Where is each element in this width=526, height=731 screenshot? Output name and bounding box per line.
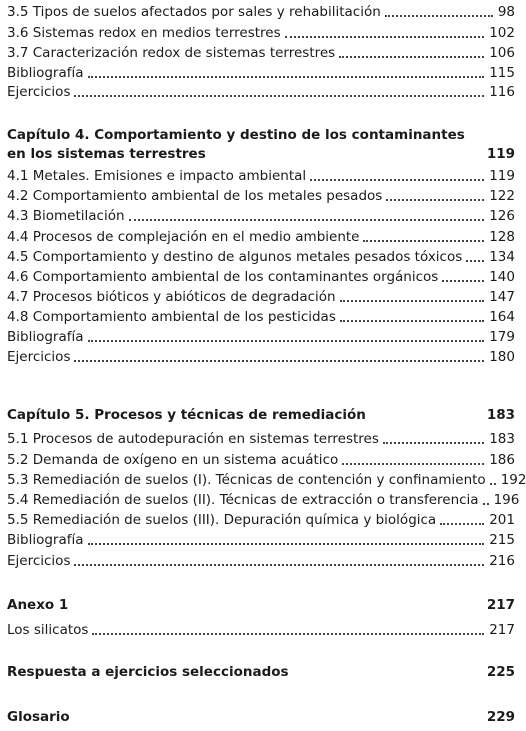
toc-entry-title: 3.5 Tipos de suelos afectados por sales y rehabilitación	[7, 4, 381, 20]
dot-leader	[440, 523, 484, 525]
dot-leader	[88, 543, 485, 545]
toc-entry[interactable]	[7, 166, 515, 186]
chapter-5-heading[interactable]	[7, 406, 515, 425]
dot-leader	[88, 340, 485, 342]
toc-entry[interactable]	[7, 2, 515, 22]
toc-entry[interactable]	[7, 247, 515, 267]
answers-page-number: 225	[486, 664, 515, 680]
toc-entry-page: 217	[489, 622, 515, 638]
toc-entry-page: 140	[489, 269, 515, 285]
toc-entry-title: 5.5 Remediación de suelos (III). Depuración química y biológica	[7, 512, 437, 528]
toc-entry[interactable]	[7, 186, 515, 206]
toc-entry[interactable]	[7, 620, 515, 640]
toc-entry-title: Ejercicios	[7, 553, 71, 569]
toc-entry-title: 4.3 Biometilación	[7, 208, 125, 224]
toc-entry-title: 3.7 Caracterización redox de sistemas terrestres	[7, 45, 336, 61]
toc-entry-page: 201	[489, 512, 515, 528]
chapter-title-line: Capítulo 4. Comportamiento y destino de los contaminantes	[7, 127, 465, 143]
annex-1-heading[interactable]	[7, 596, 515, 615]
toc-entry-page: 115	[489, 65, 515, 81]
dot-leader	[442, 280, 484, 282]
toc-entry-title: 5.3 Remediación de suelos (I). Técnicas de contención y confinamiento	[7, 472, 486, 488]
toc-entry-page: 192	[500, 472, 526, 488]
toc-entry-title: 4.1 Metales. Emisiones e impacto ambiental	[7, 168, 307, 184]
dot-leader	[310, 179, 484, 181]
toc-entry-page: 102	[489, 25, 515, 41]
toc-entry[interactable]	[7, 327, 515, 347]
answers-heading[interactable]	[7, 663, 515, 682]
chapter-page-number: 119	[486, 146, 515, 162]
dot-leader	[363, 240, 484, 242]
toc-entry-title: Bibliografía	[7, 65, 84, 81]
toc-entry[interactable]	[7, 530, 515, 550]
toc-entry[interactable]	[7, 287, 515, 307]
dot-leader	[383, 442, 484, 444]
toc-entry[interactable]	[7, 23, 515, 43]
annex-page-number: 217	[486, 597, 515, 613]
dot-leader	[466, 260, 484, 262]
toc-entry[interactable]	[7, 347, 515, 367]
toc-entry-page: 134	[489, 249, 515, 265]
toc-entry-title: Los silicatos	[7, 622, 89, 638]
toc-entry[interactable]	[7, 450, 515, 470]
dot-leader	[74, 564, 484, 566]
toc-entry-page: 98	[497, 4, 515, 20]
toc-entry-title: 4.7 Procesos bióticos y abióticos de degradación	[7, 289, 336, 305]
toc-entry-page: 119	[489, 168, 515, 184]
dot-leader	[92, 633, 484, 635]
toc-entry-title: 4.5 Comportamiento y destino de algunos metales pesados tóxicos	[7, 249, 463, 265]
chapter-title-line: en los sistemas terrestres	[7, 146, 206, 162]
dot-leader	[74, 95, 484, 97]
toc-entry[interactable]	[7, 227, 515, 247]
toc-entry-title: 5.4 Remediación de suelos (II). Técnicas de extracción o transferencia	[7, 492, 479, 508]
toc-entry[interactable]	[7, 307, 515, 327]
glossary-heading[interactable]	[7, 708, 515, 727]
toc-entry-title: Bibliografía	[7, 329, 84, 345]
dot-leader	[88, 76, 485, 78]
glossary-page-number: 229	[486, 709, 515, 725]
toc-entry-page: 183	[489, 431, 515, 447]
glossary-title: Glosario	[7, 709, 70, 725]
chapter-4-heading[interactable]	[7, 126, 515, 164]
toc-entry-title: 4.8 Comportamiento ambiental de los pesticidas	[7, 309, 336, 325]
chapter-page-number: 183	[486, 407, 515, 423]
dot-leader	[340, 320, 484, 322]
toc-entry[interactable]	[7, 82, 515, 102]
toc-entry-title: Ejercicios	[7, 349, 71, 365]
dot-leader	[74, 360, 484, 362]
toc-entry[interactable]	[7, 429, 515, 449]
annex-title: Anexo 1	[7, 597, 69, 613]
toc-entry-page: 106	[489, 45, 515, 61]
toc-entry[interactable]	[7, 63, 515, 83]
toc-entry-page: 122	[489, 188, 515, 204]
toc-entry-title: 4.6 Comportamiento ambiental de los contaminantes orgánicos	[7, 269, 439, 285]
toc-entry-page: 116	[489, 84, 515, 100]
toc-entry-page: 128	[489, 229, 515, 245]
toc-entry[interactable]	[7, 510, 515, 530]
toc-entry[interactable]	[7, 551, 515, 571]
toc-entry-page: 164	[489, 309, 515, 325]
toc-entry[interactable]	[7, 490, 520, 510]
toc-entry[interactable]	[7, 206, 515, 226]
toc-entry-page: 180	[489, 349, 515, 365]
toc-entry-title: Ejercicios	[7, 84, 71, 100]
toc-entry-page: 147	[489, 289, 515, 305]
dot-leader	[339, 56, 484, 58]
dot-leader	[342, 463, 484, 465]
dot-leader	[385, 15, 493, 17]
toc-entry[interactable]	[7, 43, 515, 63]
toc-entry-page: 196	[493, 492, 520, 508]
toc-entry[interactable]	[7, 267, 515, 287]
toc-entry[interactable]	[7, 470, 526, 490]
dot-leader	[340, 300, 485, 302]
toc-entry-title: 5.1 Procesos de autodepuración en sistemas terrestres	[7, 431, 379, 447]
toc-entry-page: 126	[489, 208, 515, 224]
toc-entry-page: 216	[489, 553, 515, 569]
toc-entry-page: 179	[489, 329, 515, 345]
dot-leader	[386, 199, 484, 201]
dot-leader	[129, 219, 485, 221]
dot-leader	[285, 36, 485, 38]
chapter-title-line: Capítulo 5. Procesos y técnicas de remediación	[7, 407, 366, 423]
toc-entry-title: Bibliografía	[7, 532, 84, 548]
answers-title: Respuesta a ejercicios seleccionados	[7, 664, 289, 680]
toc-entry-title: 5.2 Demanda de oxígeno en un sistema acuático	[7, 452, 339, 468]
toc-entry-page: 186	[489, 452, 515, 468]
toc-entry-title: 4.2 Comportamiento ambiental de los metales pesados	[7, 188, 383, 204]
toc-entry-title: 4.4 Procesos de complejación en el medio ambiente	[7, 229, 360, 245]
toc-entry-title: 3.6 Sistemas redox en medios terrestres	[7, 25, 281, 41]
toc-entry-page: 215	[489, 532, 515, 548]
